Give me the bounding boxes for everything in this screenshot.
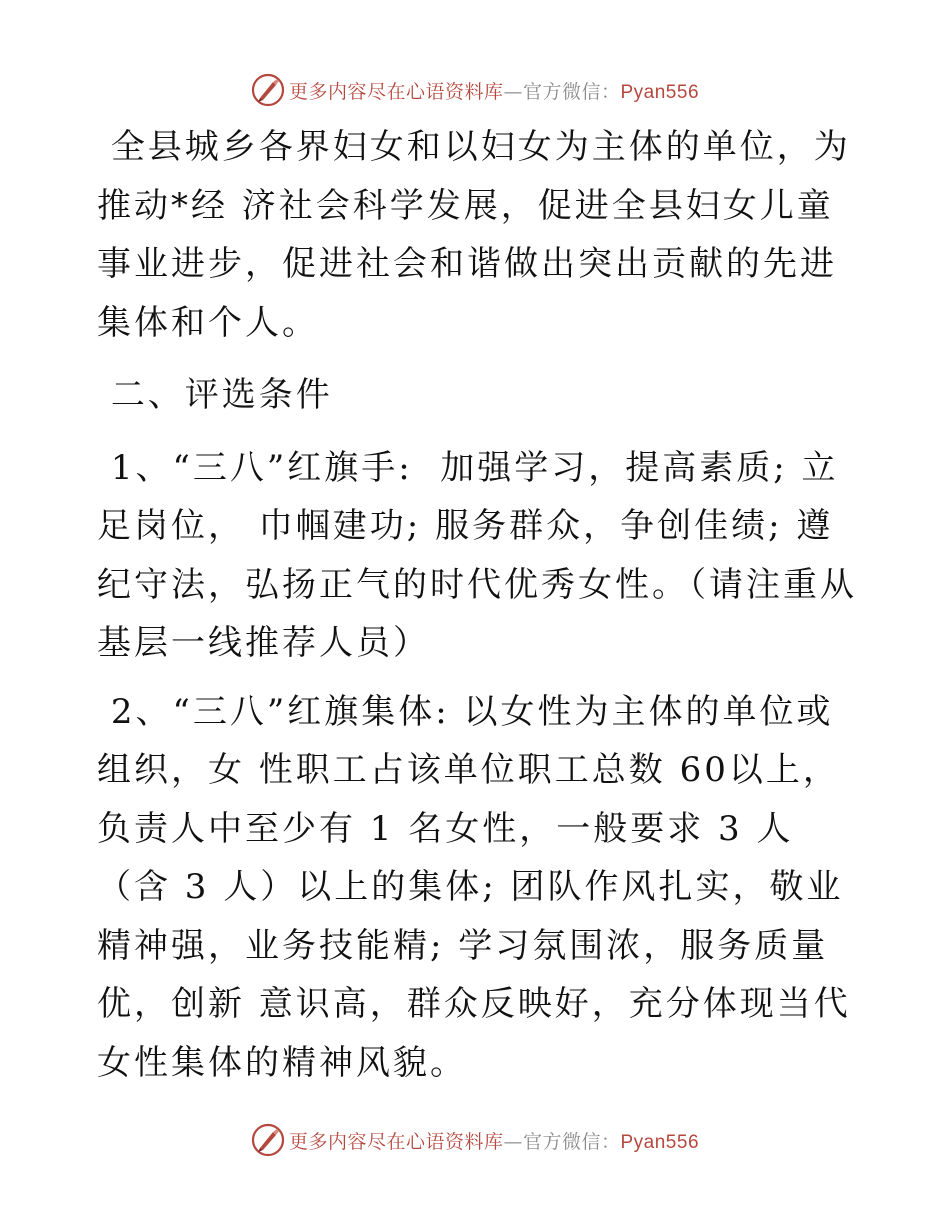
footer-banner-text xyxy=(289,1127,699,1154)
header-banner-official: 官方微信： xyxy=(522,80,621,103)
paragraph-criteria-1: 1、“三八”红旗手: 加强学习，提高素质; 立足岗位， 巾帼建功; 服务群众，争创佳绩; 遵纪守法，弘扬正气的时代优秀女性。（请注重从基层一线推荐人员） xyxy=(97,447,857,663)
header-banner xyxy=(0,70,950,110)
footer-banner-separator: — xyxy=(503,1130,523,1153)
paragraph-criteria-2: 2、“三八”红旗集体: 以女性为主体的单位或组织，女 性职工占该单位职工总数 60以上，负责人中至少有 1 名女性，一般要求 3 人（含 3 人）以上的集体; 团队作风扎实，敬业精神强，业务技能精; 学习氛围浓，服务质量优，创新 意识高，群众反映好，充分体现当代女性集体的精神风貌。 xyxy=(97,691,851,1083)
header-banner-main: 更多内容尽在心语资料库 xyxy=(288,80,504,103)
quill-pen-icon xyxy=(251,1123,285,1157)
quill-pen-icon xyxy=(251,73,285,107)
footer-banner xyxy=(0,1120,950,1160)
header-banner-separator: — xyxy=(503,80,523,103)
section-heading-criteria: 二、评选条件 xyxy=(97,375,333,415)
document-body xyxy=(97,118,867,1092)
footer-banner-main: 更多内容尽在心语资料库 xyxy=(288,1130,504,1153)
header-banner-text xyxy=(289,77,699,104)
footer-banner-wechat-id: Pyan556 xyxy=(620,1131,700,1153)
paragraph-intro: 全县城乡各界妇女和以妇女为主体的单位，为推动*经 济社会科学发展，促进全县妇女儿童事业进步，促进社会和谐做出突出贡献的先进集体和个人。 xyxy=(97,127,851,343)
header-banner-wechat-id: Pyan556 xyxy=(620,81,700,103)
footer-banner-official: 官方微信： xyxy=(522,1130,621,1153)
